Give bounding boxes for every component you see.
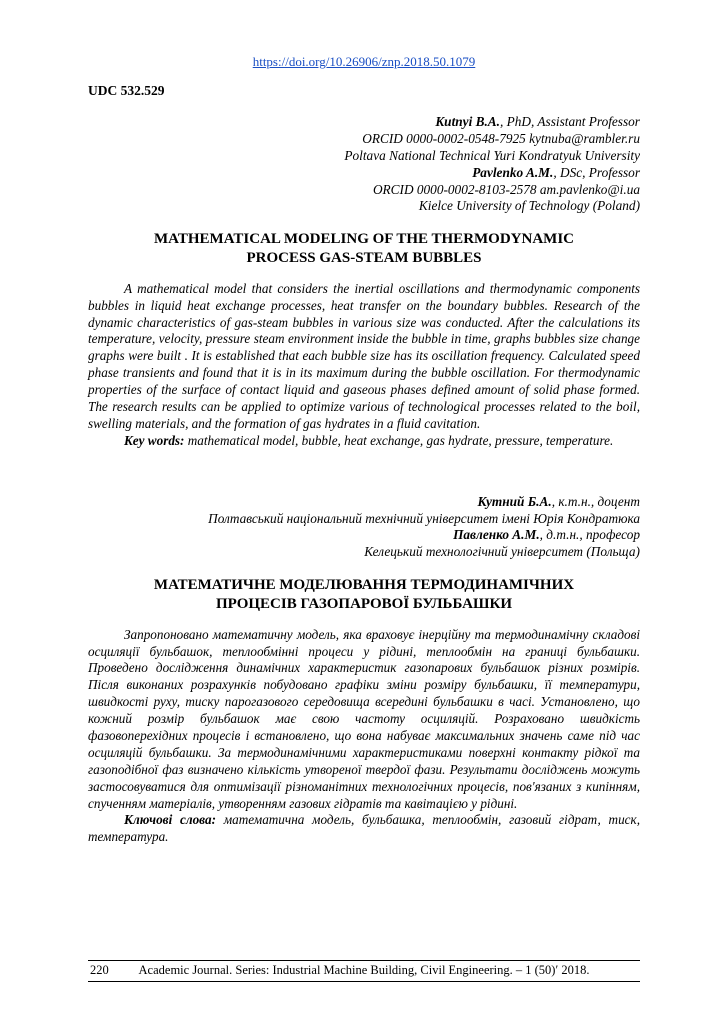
author-affiliation: Poltava National Technical Yuri Kondratyuk University <box>344 147 640 163</box>
keywords-en-text: mathematical model, bubble, heat exchange, gas hydrate, pressure, temperature. <box>184 432 614 448</box>
section-gap <box>88 450 640 494</box>
author-line <box>88 494 640 511</box>
journal-title: Academic Journal. Series: Industrial Machine Building, Civil Engineering. – 1 (50)′ 2018. <box>138 963 590 977</box>
page-footer <box>88 960 640 982</box>
author-name: Павленко А.М. <box>453 527 540 543</box>
abstract-ua-text: Запропоновано математичну модель, яка враховує інерційну та термодинамічну складові осциляції бульбашок, теплообмінні процеси у рідині, теплообмін на границі бульбашки. Проведено дослідження динамічних характеристик газопарових бульбашок різних розмірів. Після виконаних розрахунків побудовано графіки зміни розміру бульбашки, її температури, швидкості руху, тиску парогазового середовища всередині бульбашки в часі. Установлено, що кожний розмір бульбашок має свою частоту осциляцій. Розраховано швидкість фазовоперехідних процесів і встановлено, що вона набуває максимальних значень саме під час осциляцій бульбашки. За термодинамічними характеристиками поверхні контакту рідкої та газоподібної фаз визначено кількість утвореної твердої фази. Результати досліджень можуть застосовуватися для оптимізації різноманітних технологічних процесів, пов'язаних з кипінням, спученням матеріалів, утворенням газових гідратів та кавітацією у рідині. <box>88 626 640 811</box>
author-name: Kutnyi B.A. <box>435 114 500 129</box>
author-orcid-line: ORCID 0000-0002-8103-2578 am.pavlenko@i.ua <box>372 181 640 197</box>
byline-en <box>88 114 640 215</box>
author-line <box>88 114 640 131</box>
author-affiliation: Kielce University of Technology (Poland) <box>418 198 640 214</box>
keywords-en <box>88 433 640 450</box>
author-affiliation: Полтавський національний технічний університет імені Юрія Кондратюка <box>208 510 640 526</box>
author-name: Pavlenko A.M. <box>472 164 554 180</box>
author-role: , DSc, Professor <box>553 164 640 180</box>
byline-ua <box>88 494 640 562</box>
keywords-ua <box>88 812 640 846</box>
author-role: , PhD, Assistant Professor <box>499 114 640 129</box>
keywords-ua-label: Ключові слова: <box>124 812 216 828</box>
author-orcid-line: ORCID 0000-0002-0548-7925 kytnuba@rambler.ru <box>362 130 640 146</box>
page-number: 220 <box>90 963 109 977</box>
abstract-en <box>88 281 640 450</box>
author-line <box>88 165 640 182</box>
author-name: Кутний Б.А. <box>477 493 552 509</box>
author-line <box>88 527 640 544</box>
author-affiliation: Келецький технологічний університет (Польща) <box>364 544 640 560</box>
doi-link[interactable]: https://doi.org/10.26906/znp.2018.50.1079 <box>252 54 476 69</box>
author-role: , к.т.н., доцент <box>551 493 640 509</box>
abstract-en-text: A mathematical model that considers the inertial oscillations and thermodynamic components bubbles in liquid heat exchange processes, heat transfer on the boundary bubbles. Research of the dynamic characteristics of gas-steam bubbles in various size was conducted. After the calculations its temperature, velocity, pressure steam environment inside the bubble in time, graphs bubbles size change graphs were built . It is established that each bubble size has its oscillation frequency. Calculated speed phase transients and found that it is in its maximum during the bubble oscillation. For thermodynamic properties of the surface of contact liquid and gaseous phases defined amount of solid phase formed. The research results can be applied to optimize various of technological processes related to the boil, swelling materials, and the formation of gas hydrates in a fluid cavitation. <box>88 280 640 431</box>
article-title-en: MATHEMATICAL MODELING OF THE THERMODYNAMIC PROCESS GAS-STEAM BUBBLES <box>153 231 575 266</box>
article-title-ua: МАТЕМАТИЧНЕ МОДЕЛЮВАННЯ ТЕРМОДИНАМІЧНИХ ПРОЦЕСІВ ГАЗОПАРОВОЇ БУЛЬБАШКИ <box>153 577 575 612</box>
udc-code: UDC 532.529 <box>88 83 165 98</box>
keywords-en-label: Key words: <box>124 432 185 448</box>
author-role: , д.т.н., професор <box>539 527 640 543</box>
abstract-ua <box>88 627 640 847</box>
keywords-ua-text: математична модель, бульбашка, теплообмін, газовий гідрат, тиск, температура. <box>88 812 640 845</box>
